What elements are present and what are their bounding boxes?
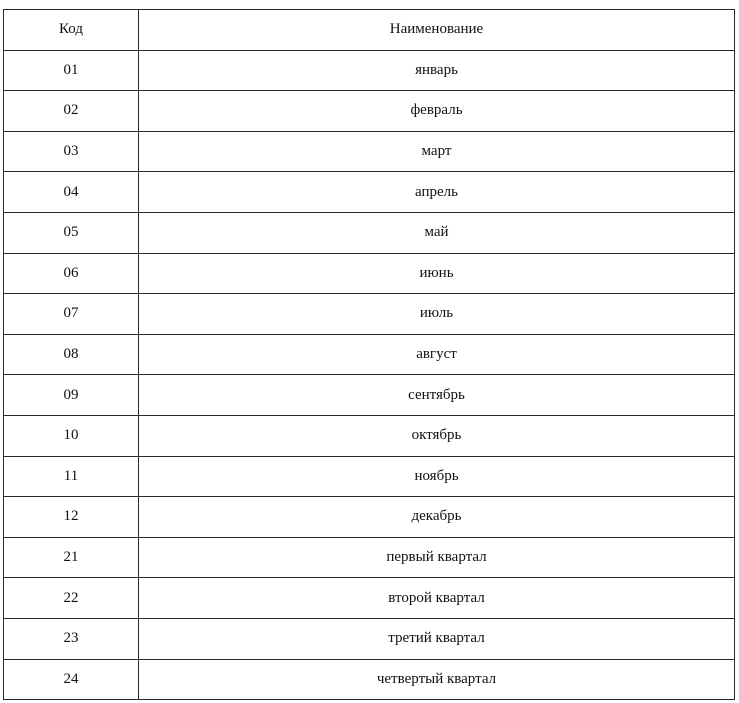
cell-code: 11 <box>4 456 139 497</box>
cell-code: 05 <box>4 212 139 253</box>
table-row <box>4 131 735 172</box>
table-body <box>4 50 735 700</box>
cell-code: 06 <box>4 253 139 294</box>
cell-code: 04 <box>4 172 139 213</box>
cell-name: четвертый квартал <box>139 659 735 700</box>
table-row <box>4 91 735 132</box>
table-row <box>4 537 735 578</box>
cell-code: 24 <box>4 659 139 700</box>
cell-name: декабрь <box>139 497 735 538</box>
table-row <box>4 456 735 497</box>
header-row <box>4 10 735 51</box>
header-code: Код <box>4 10 139 51</box>
cell-code: 02 <box>4 91 139 132</box>
table-row <box>4 253 735 294</box>
cell-name: февраль <box>139 91 735 132</box>
period-code-table <box>3 9 735 700</box>
table-row <box>4 578 735 619</box>
cell-name: апрель <box>139 172 735 213</box>
cell-name: март <box>139 131 735 172</box>
cell-code: 07 <box>4 294 139 335</box>
cell-name: второй квартал <box>139 578 735 619</box>
cell-code: 03 <box>4 131 139 172</box>
cell-code: 10 <box>4 415 139 456</box>
cell-code: 23 <box>4 618 139 659</box>
table-row <box>4 375 735 416</box>
cell-name: июль <box>139 294 735 335</box>
cell-name: ноябрь <box>139 456 735 497</box>
cell-code: 21 <box>4 537 139 578</box>
table-row <box>4 294 735 335</box>
cell-name: сентябрь <box>139 375 735 416</box>
table-row <box>4 334 735 375</box>
header-name: Наименование <box>139 10 735 51</box>
cell-name: июнь <box>139 253 735 294</box>
cell-name: август <box>139 334 735 375</box>
table-row <box>4 172 735 213</box>
cell-code: 01 <box>4 50 139 91</box>
cell-code: 22 <box>4 578 139 619</box>
cell-name: третий квартал <box>139 618 735 659</box>
table-row <box>4 618 735 659</box>
cell-name: первый квартал <box>139 537 735 578</box>
cell-code: 12 <box>4 497 139 538</box>
table-row <box>4 497 735 538</box>
cell-name: октябрь <box>139 415 735 456</box>
cell-name: январь <box>139 50 735 91</box>
cell-name: май <box>139 212 735 253</box>
table-row <box>4 212 735 253</box>
table-row <box>4 415 735 456</box>
cell-code: 08 <box>4 334 139 375</box>
table-row <box>4 50 735 91</box>
cell-code: 09 <box>4 375 139 416</box>
table-row <box>4 659 735 700</box>
